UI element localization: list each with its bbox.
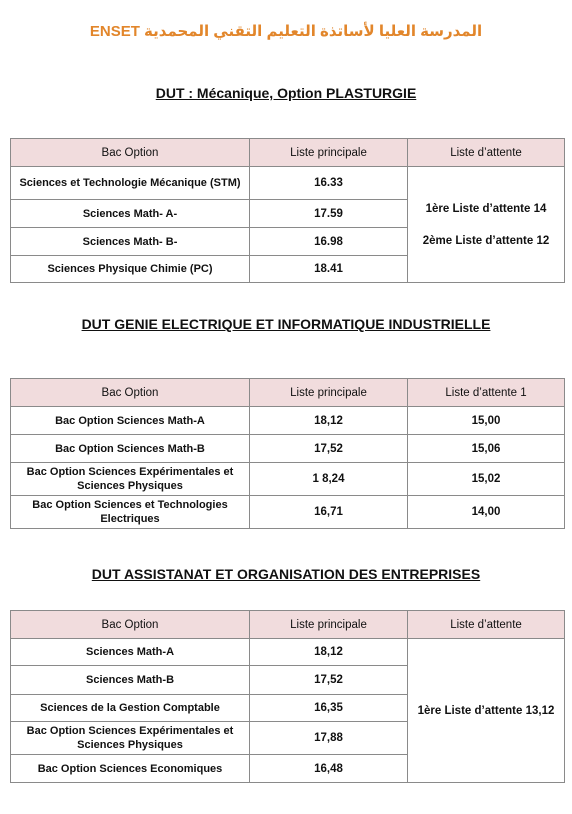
table-row xyxy=(11,639,565,666)
principale-cell: 17,52 xyxy=(250,666,408,695)
bac-option-cell: Bac Option Sciences Math-B xyxy=(11,435,250,463)
column-header: Bac Option xyxy=(11,379,250,407)
principale-cell: 17.59 xyxy=(250,200,408,228)
principale-cell: 18,12 xyxy=(250,407,408,435)
waitlist-line: 2ème Liste d’attente 12 xyxy=(422,234,550,247)
bac-option-cell: Sciences et Technologie Mécanique (STM) xyxy=(11,167,250,200)
principale-cell: 17,52 xyxy=(250,435,408,463)
bac-option-cell: Bac Option Sciences et Technologies Electriques xyxy=(11,496,250,529)
principale-cell: 16,35 xyxy=(250,695,408,722)
table-mecanique xyxy=(10,138,565,283)
bac-option-cell: Bac Option Sciences Math-A xyxy=(11,407,250,435)
bac-option-cell: Sciences Math-A xyxy=(11,639,250,666)
table-row xyxy=(11,463,565,496)
attente-cell: 14,00 xyxy=(408,496,565,529)
page-header xyxy=(0,22,572,40)
principale-cell: 16,71 xyxy=(250,496,408,529)
principale-cell: 16,48 xyxy=(250,755,408,783)
section-title-aoe: DUT ASSISTANAT ET ORGANISATION DES ENTREPRISES xyxy=(91,566,481,582)
bac-option-cell: Sciences de la Gestion Comptable xyxy=(11,695,250,722)
bac-option-cell: Sciences Math- A- xyxy=(11,200,250,228)
principale-cell: 17,88 xyxy=(250,722,408,755)
column-header: Bac Option xyxy=(11,611,250,639)
principale-cell: 1 8,24 xyxy=(250,463,408,496)
bac-option-cell: Sciences Math- B- xyxy=(11,228,250,256)
waitlist-line: 1ère Liste d’attente 14 xyxy=(425,202,547,215)
principale-cell: 16.33 xyxy=(250,167,408,200)
bac-option-cell: Sciences Math-B xyxy=(11,666,250,695)
attente-cell: 15,00 xyxy=(408,407,565,435)
bac-option-cell: Sciences Physique Chimie (PC) xyxy=(11,256,250,283)
principale-cell: 18,12 xyxy=(250,639,408,666)
attente-cell: 15,02 xyxy=(408,463,565,496)
column-header: Liste principale xyxy=(250,379,408,407)
table-row xyxy=(11,496,565,529)
principale-cell: 18.41 xyxy=(250,256,408,283)
waitlist-cell xyxy=(408,167,565,283)
section-title-geii: DUT GENIE ELECTRIQUE ET INFORMATIQUE INDUSTRIELLE xyxy=(81,316,491,332)
table-row xyxy=(11,407,565,435)
column-header: Bac Option xyxy=(11,139,250,167)
header-arabic: المدرسة العليا لأساتذة التعليم التقني المحمدية xyxy=(144,23,483,40)
table-aoe xyxy=(10,610,565,783)
bac-option-cell: Bac Option Sciences Economiques xyxy=(11,755,250,783)
column-header: Liste d’attente xyxy=(408,139,565,167)
header-enset: ENSET xyxy=(89,23,140,40)
waitlist-cell xyxy=(408,639,565,783)
table-geii xyxy=(10,378,565,529)
column-header: Liste d’attente 1 xyxy=(408,379,565,407)
table-row xyxy=(11,435,565,463)
column-header: Liste principale xyxy=(250,611,408,639)
bac-option-cell: Bac Option Sciences Expérimentales et Sciences Physiques xyxy=(11,722,250,755)
waitlist-line: 1ère Liste d’attente 13,12 xyxy=(417,704,555,717)
table-row xyxy=(11,167,565,200)
column-header: Liste principale xyxy=(250,139,408,167)
bac-option-cell: Bac Option Sciences Expérimentales et Sciences Physiques xyxy=(11,463,250,496)
principale-cell: 16.98 xyxy=(250,228,408,256)
attente-cell: 15,06 xyxy=(408,435,565,463)
column-header: Liste d’attente xyxy=(408,611,565,639)
section-title-mecanique: DUT : Mécanique, Option PLASTURGIE xyxy=(155,85,417,101)
